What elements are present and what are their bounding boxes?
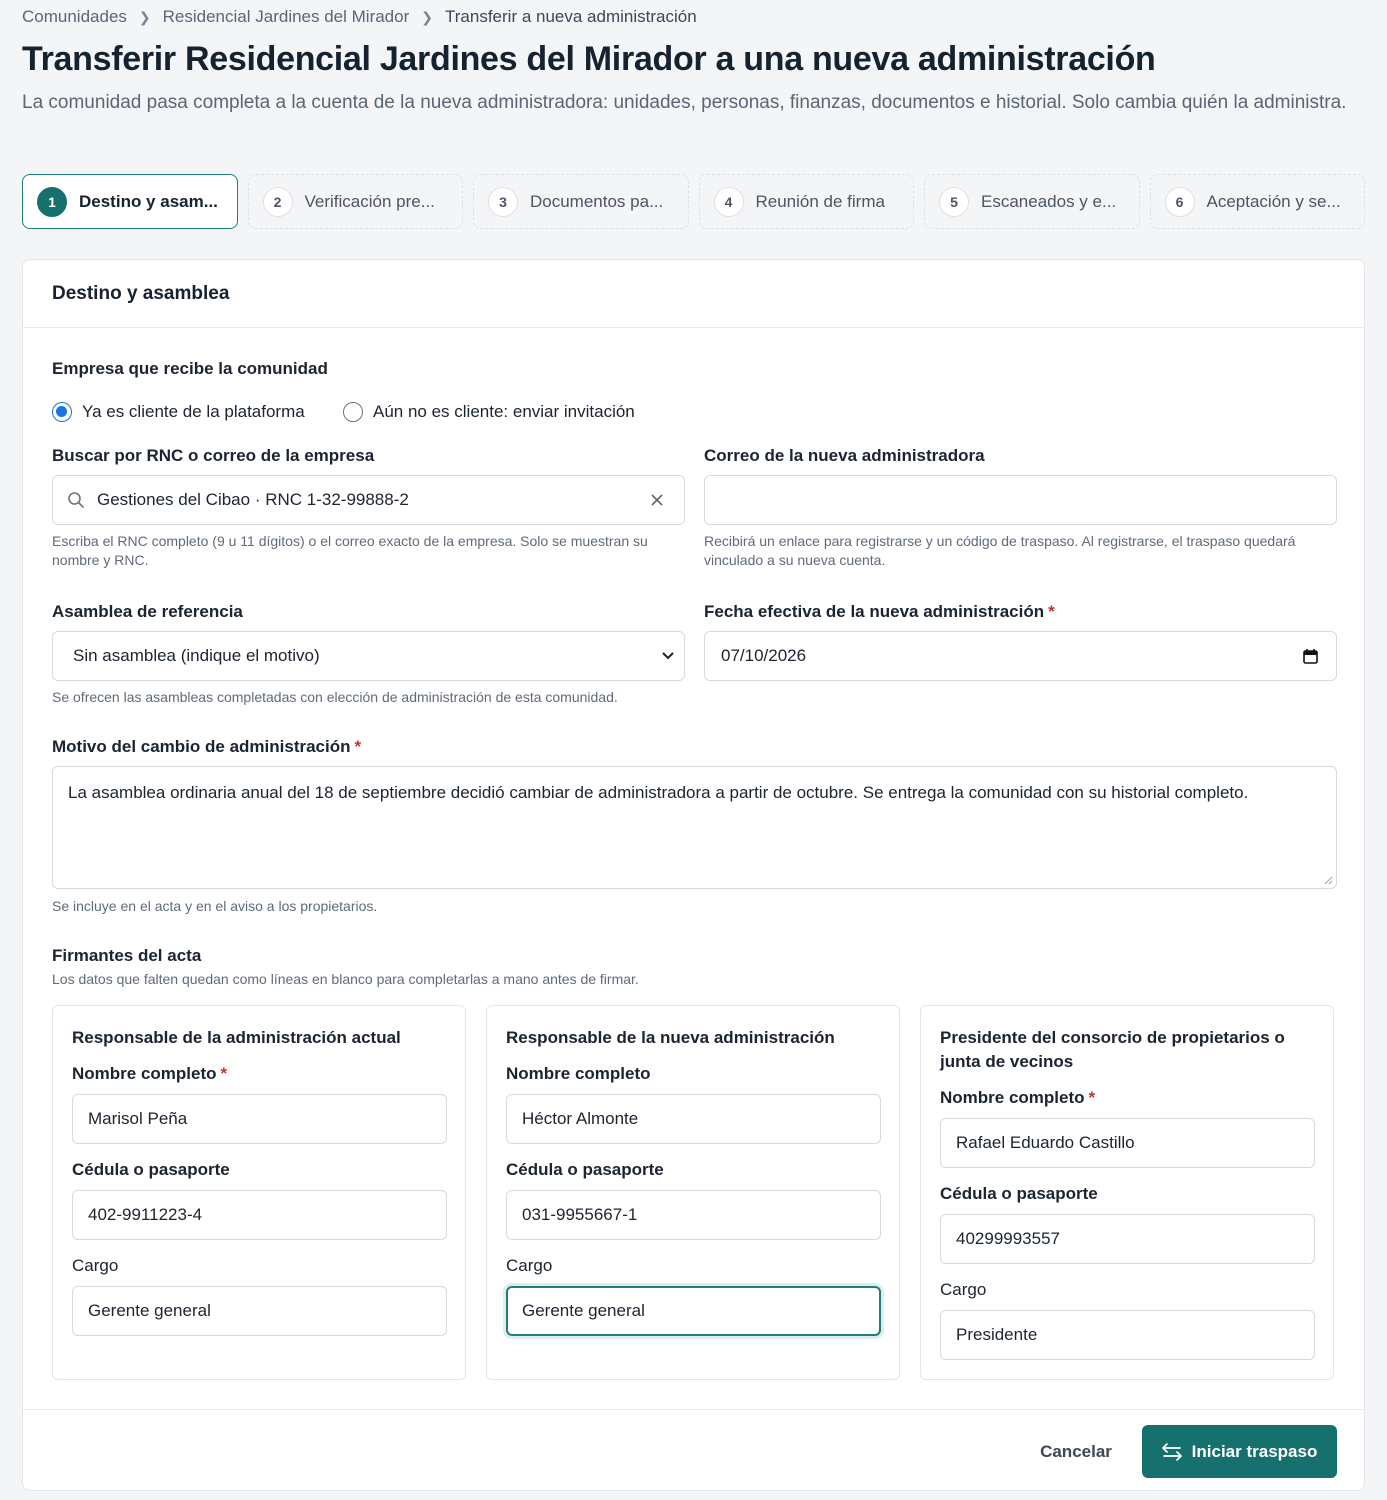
signer-role-input[interactable]: Presidente	[940, 1310, 1315, 1360]
signer-title: Responsable de la nueva administración	[506, 1028, 835, 1047]
firmantes-label: Firmantes del acta	[52, 946, 202, 965]
buscar-input[interactable]	[52, 475, 685, 525]
cancel-button[interactable]: Cancelar	[1040, 1442, 1112, 1461]
step-destino[interactable]	[22, 174, 238, 229]
chevron-right-icon: ❯	[138, 8, 151, 25]
radio-cliente-label: Ya es cliente de la plataforma	[82, 402, 305, 421]
step-escaneados[interactable]	[924, 174, 1140, 229]
resize-handle-icon[interactable]	[1323, 875, 1333, 885]
signer-id-label: Cédula o pasaporte	[940, 1184, 1098, 1203]
signer-card-nueva	[486, 1005, 900, 1380]
fecha-label	[704, 602, 1055, 622]
correo-hint: Recibirá un enlace para registrarse y un código de traspaso. Al registrarse, el traspaso quedará vinculado a su nueva cuenta.	[704, 533, 1296, 568]
form-card	[22, 259, 1365, 1491]
iniciar-traspaso-label: Iniciar traspaso	[1191, 1441, 1318, 1461]
step-verificacion[interactable]	[248, 174, 464, 229]
signer-title: Responsable de la administración actual	[72, 1028, 401, 1047]
signer-name-input[interactable]: Rafael Eduardo Castillo	[940, 1118, 1315, 1168]
clear-icon[interactable]	[651, 494, 663, 506]
step-documentos[interactable]	[473, 174, 689, 229]
step-number: 3	[488, 187, 518, 217]
step-number: 4	[714, 187, 744, 217]
page-title: Transferir Residencial Jardines del Mirador a una nueva administración	[22, 40, 1156, 78]
asamblea-select[interactable]	[52, 631, 685, 681]
motivo-textarea[interactable]	[52, 766, 1337, 889]
step-aceptacion[interactable]	[1150, 174, 1366, 229]
radio-cliente[interactable]	[52, 402, 305, 422]
signer-name-label-text: Nombre completo	[72, 1064, 217, 1083]
search-icon	[67, 491, 85, 509]
buscar-value: Gestiones del Cibao · RNC 1-32-99888-2	[97, 490, 409, 509]
signer-role-label: Cargo	[506, 1256, 553, 1275]
signer-id-input[interactable]: 402-9911223-4	[72, 1190, 447, 1240]
signer-role-label: Cargo	[72, 1256, 119, 1275]
required-asterisk: *	[354, 737, 362, 756]
signer-card-presidente	[920, 1005, 1334, 1380]
step-label: Documentos pa...	[530, 191, 664, 211]
motivo-value: La asamblea ordinaria anual del 18 de septiembre decidió cambiar de administradora a partir de octubre. Se entrega la comunidad con su historial completo.	[68, 783, 1249, 802]
signer-title: Presidente del consorcio de propietarios o junta de vecinos	[940, 1028, 1285, 1071]
signer-role-input[interactable]: Gerente general	[72, 1286, 447, 1336]
signer-id-input[interactable]: 031-9955667-1	[506, 1190, 881, 1240]
motivo-hint: Se incluye en el acta y en el aviso a los propietarios.	[52, 898, 378, 914]
breadcrumb	[22, 7, 697, 27]
signer-role-input[interactable]: Gerente general	[506, 1286, 881, 1336]
signer-name-input[interactable]: Marisol Peña	[72, 1094, 447, 1144]
signer-id-label: Cédula o pasaporte	[72, 1160, 230, 1179]
correo-input[interactable]	[704, 475, 1337, 525]
footer-divider	[23, 1409, 1364, 1410]
radio-button[interactable]	[343, 402, 363, 422]
signer-id-input[interactable]: 40299993557	[940, 1214, 1315, 1264]
signer-name-label	[72, 1064, 227, 1084]
signer-name-label-text: Nombre completo	[940, 1088, 1085, 1107]
step-label: Verificación pre...	[304, 191, 435, 211]
step-number: 5	[939, 187, 969, 217]
stepper	[22, 174, 1365, 229]
firmantes-hint: Los datos que falten quedan como líneas en blanco para completarlas a mano antes de firmar.	[52, 971, 639, 987]
asamblea-value: Sin asamblea (indique el motivo)	[73, 646, 320, 665]
required-asterisk: *	[1048, 602, 1055, 621]
chevron-down-icon	[662, 652, 674, 660]
step-label: Escaneados y e...	[981, 191, 1117, 211]
step-number: 2	[263, 187, 293, 217]
breadcrumb-comunidades[interactable]: Comunidades	[22, 7, 127, 26]
fecha-value: 07/10/2026	[721, 646, 807, 665]
correo-label: Correo de la nueva administradora	[704, 446, 985, 465]
signer-name-input[interactable]: Héctor Almonte	[506, 1094, 881, 1144]
motivo-label	[52, 737, 361, 757]
step-label: Reunión de firma	[755, 191, 885, 211]
iniciar-traspaso-button[interactable]	[1142, 1425, 1337, 1478]
radio-invitacion-label: Aún no es cliente: enviar invitación	[373, 402, 635, 421]
breadcrumb-comunidad[interactable]: Residencial Jardines del Mirador	[162, 7, 410, 26]
step-label: Aceptación y se...	[1206, 191, 1341, 211]
chevron-right-icon: ❯	[421, 8, 433, 25]
transfer-arrows-icon	[1162, 1443, 1182, 1461]
step-number: 1	[37, 187, 67, 217]
breadcrumb-current: Transferir a nueva administración	[445, 7, 697, 26]
step-reunion[interactable]	[699, 174, 915, 229]
section-title: Destino y asamblea	[23, 260, 1364, 328]
radio-button-checked[interactable]	[52, 402, 72, 422]
signer-name-label	[940, 1088, 1095, 1108]
fecha-input[interactable]	[704, 631, 1337, 681]
step-number: 6	[1165, 187, 1195, 217]
empresa-label: Empresa que recibe la comunidad	[52, 359, 328, 378]
asamblea-hint: Se ofrecen las asambleas completadas con elección de administración de esta comunidad.	[52, 689, 618, 705]
required-asterisk: *	[220, 1064, 228, 1083]
page-subtitle: La comunidad pasa completa a la cuenta de la nueva administradora: unidades, personas, finanzas, documentos e historial. Solo cambia quién la administra.	[22, 92, 1347, 113]
signer-name-label: Nombre completo	[506, 1064, 651, 1083]
signer-card-actual	[52, 1005, 466, 1380]
calendar-icon[interactable]	[1303, 649, 1318, 664]
motivo-label-text: Motivo del cambio de administración	[52, 737, 351, 756]
fecha-label-text: Fecha efectiva de la nueva administración	[704, 602, 1045, 621]
step-label: Destino y asam...	[79, 191, 218, 211]
asamblea-label: Asamblea de referencia	[52, 602, 243, 621]
signer-role-label: Cargo	[940, 1280, 987, 1299]
required-asterisk: *	[1088, 1088, 1096, 1107]
buscar-label: Buscar por RNC o correo de la empresa	[52, 446, 375, 465]
radio-invitacion[interactable]	[343, 402, 635, 422]
buscar-hint: Escriba el RNC completo (9 u 11 dígitos) o el correo exacto de la empresa. Solo se muestran su nombre y RNC.	[52, 533, 648, 568]
signer-id-label: Cédula o pasaporte	[506, 1160, 664, 1179]
